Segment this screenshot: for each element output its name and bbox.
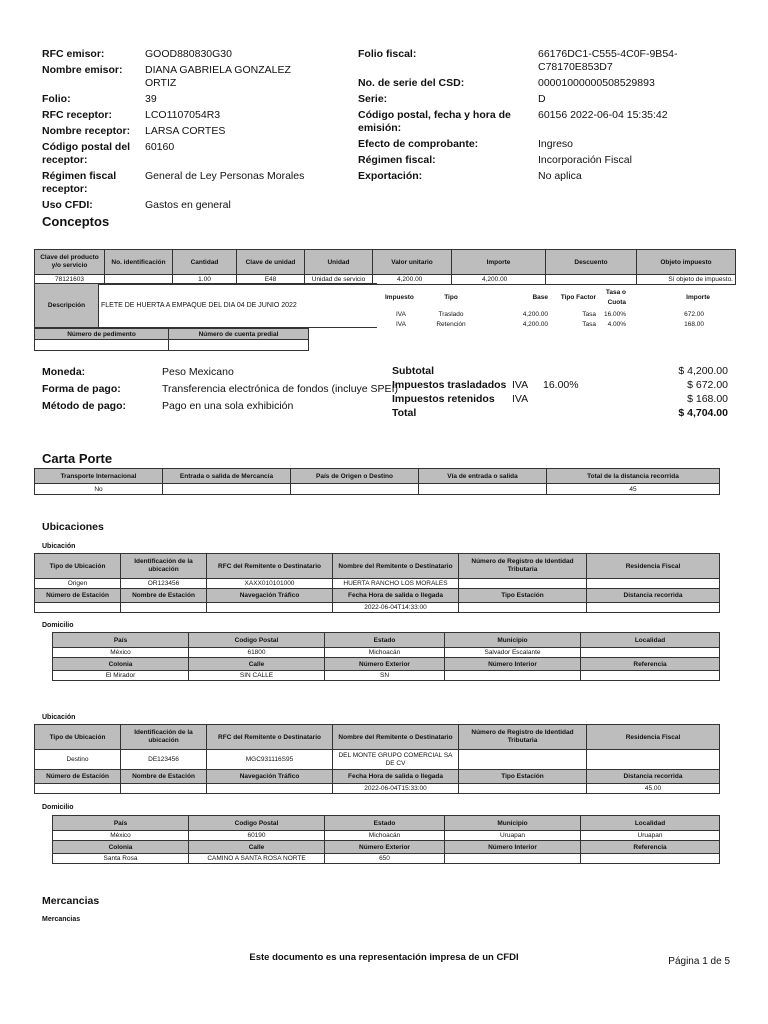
table-row — [53, 854, 720, 864]
header-cell: Entrada o salida de Mercancía — [163, 469, 291, 484]
retenidos-label: Impuestos retenidos — [392, 393, 495, 405]
field-value: Incorporación Fiscal — [538, 154, 632, 166]
table-cell: HUERTA RANCHO LOS MORALES — [333, 579, 459, 589]
traslados-row — [392, 378, 728, 392]
field-value: Ingreso — [538, 138, 574, 150]
header-cell: Importe — [452, 250, 546, 275]
table-header-row — [35, 770, 720, 784]
imp-cell: 4.00% — [607, 321, 626, 328]
header-cell: Identificación de la ubicación — [121, 554, 207, 579]
ubicaciones-title: Ubicaciones — [42, 521, 104, 533]
imp-cell: Retención — [436, 321, 466, 328]
field-value: Peso Mexicano — [162, 366, 234, 378]
impuestos-header — [380, 288, 725, 308]
header-cell: RFC del Remitente o Destinatario — [207, 725, 333, 750]
imp-header: Tipo — [444, 294, 458, 301]
header-cell: Total de la distancia recorrida — [547, 469, 720, 484]
header-cell: Clave de unidad — [237, 250, 305, 275]
header-cell: Colonia — [53, 841, 189, 854]
total-row — [392, 406, 728, 420]
header-cell: Número de Registro de Identidad Tributaria — [459, 725, 587, 750]
table-cell — [581, 648, 720, 658]
table-cell: Michoacán — [325, 648, 445, 658]
table-cell: DEL MONTE GRUPO COMERCIAL SA DE CV — [333, 750, 459, 770]
impuesto-row — [380, 320, 725, 330]
header-cell: Número Exterior — [325, 841, 445, 854]
field-label: Folio: — [42, 93, 71, 105]
table-cell: México — [53, 831, 189, 841]
imp-cell: Tasa — [582, 321, 596, 328]
table-cell: 2022-06-04T14:33:00 — [333, 603, 459, 613]
fiscal-info-column — [358, 48, 738, 186]
cp-receptor-row — [42, 141, 315, 167]
descripcion-value: FLETE DE HUERTA A EMPAQUE DEL DIA 04 DE JUNIO 2022 — [99, 284, 377, 328]
field-label: Método de pago: — [42, 400, 126, 412]
table-cell: XAXX010101000 — [207, 579, 333, 589]
header-cell: Clave del producto y/o servicio — [35, 250, 105, 275]
regimen-receptor-row — [42, 170, 315, 196]
field-value: Pago en una sola exhibición — [162, 400, 294, 412]
header-cell: Municipio — [445, 816, 581, 831]
header-cell: País de Origen o Destino — [291, 469, 419, 484]
field-label: Nombre emisor: — [42, 64, 123, 76]
header-cell: Descuento — [546, 250, 637, 275]
field-label: Régimen fiscal: — [358, 154, 436, 166]
header-cell: Codigo Postal — [189, 816, 325, 831]
header-cell: Número Interior — [445, 658, 581, 671]
rfc-emisor-row — [42, 48, 315, 61]
table-cell — [581, 854, 720, 864]
descripcion-row — [35, 284, 377, 328]
header-cell: Distancia recorrida — [587, 589, 720, 603]
header-cell: Nombre del Remitente o Destinatario — [333, 725, 459, 750]
table-cell — [587, 603, 720, 613]
table-cell: Uruapan — [581, 831, 720, 841]
table-cell — [169, 340, 309, 351]
table-cell — [291, 484, 419, 495]
carta-porte-title: Carta Porte — [42, 451, 113, 466]
field-value: DIANA GABRIELA GONZALEZ ORTIZ — [145, 64, 291, 89]
header-cell: Vía de entrada o salida — [419, 469, 547, 484]
header-cell: Cantidad — [173, 250, 237, 275]
table-row — [35, 484, 720, 495]
field-label: Código postal, fecha y hora de emisión: — [358, 109, 511, 134]
header-cell: Valor unitario — [373, 250, 452, 275]
total-value: $ 4,704.00 — [678, 407, 728, 419]
header-cell: Calle — [189, 658, 325, 671]
header-cell: Nombre de Estación — [121, 589, 207, 603]
header-cell: Codigo Postal — [189, 633, 325, 648]
field-label: Efecto de comprobante: — [358, 138, 479, 150]
table-cell: SN — [325, 671, 445, 681]
table-row — [53, 671, 720, 681]
table-header-row — [35, 725, 720, 750]
ubicacion-origen-table — [34, 553, 720, 613]
header-cell: País — [53, 816, 189, 831]
imp-cell: 672.00 — [684, 311, 704, 318]
table-cell: 4,200.00 — [373, 275, 452, 285]
header-cell: Residencia Fiscal — [587, 725, 720, 750]
conceptos-table — [34, 249, 736, 285]
header-cell: Tipo Estación — [459, 770, 587, 784]
retenidos-row — [392, 392, 728, 406]
table-cell: 78121603 — [35, 275, 105, 285]
header-cell: Número de Registro de Identidad Tributaria — [459, 554, 587, 579]
table-cell — [207, 603, 333, 613]
header-cell: Tipo de Ubicación — [35, 725, 121, 750]
traslados-tasa: 16.00% — [543, 379, 579, 391]
header-cell: Transporte Internacional — [35, 469, 163, 484]
forma-pago-row — [42, 381, 398, 398]
header-cell: Localidad — [581, 816, 720, 831]
imp-cell: IVA — [396, 311, 406, 318]
header-cell: Número Interior — [445, 841, 581, 854]
cp-fecha-row — [358, 109, 738, 135]
traslados-impuesto: IVA — [512, 379, 529, 391]
retenidos-value: $ 168.00 — [687, 393, 728, 405]
table-cell — [459, 603, 587, 613]
table-cell: Michoacán — [325, 831, 445, 841]
table-cell — [587, 750, 720, 770]
field-value: GOOD880830G30 — [145, 48, 232, 60]
header-cell: Nombre del Remitente o Destinatario — [333, 554, 459, 579]
metodo-pago-row — [42, 398, 398, 415]
header-cell: Tipo Estación — [459, 589, 587, 603]
table-cell: 60190 — [189, 831, 325, 841]
table-cell: 2022-06-04T15:33:00 — [333, 784, 459, 794]
table-header-row — [35, 250, 736, 275]
imp-cell: 16.00% — [603, 311, 626, 318]
imp-cell: IVA — [396, 321, 406, 328]
rfc-receptor-row — [42, 109, 315, 122]
table-cell: 61800 — [189, 648, 325, 658]
table-header-row — [35, 554, 720, 579]
table-row — [53, 831, 720, 841]
pedimento-label: Número de pedimento — [35, 329, 169, 340]
table-header-row — [35, 589, 720, 603]
field-value: 00001000000508529893 — [538, 77, 655, 89]
table-cell — [445, 671, 581, 681]
table-row — [53, 648, 720, 658]
table-cell: Origen — [35, 579, 121, 589]
ubicacion-destino-table — [34, 724, 720, 794]
table-cell — [546, 275, 637, 285]
header-cell: Objeto impuesto — [637, 250, 736, 275]
header-cell: Fecha Hora de salida o llegada — [333, 770, 459, 784]
imp-header: Impuesto — [385, 294, 414, 301]
field-value: 60156 2022-06-04 15:35:42 — [538, 109, 668, 121]
field-label: Régimen fiscal receptor: — [42, 170, 117, 195]
page-number: Página 1 de 5 — [668, 956, 730, 967]
table-cell: No — [35, 484, 163, 495]
table-cell: Uruapan — [445, 831, 581, 841]
folio-fiscal-row — [358, 48, 738, 74]
descripcion-table — [34, 283, 377, 328]
imp-header: Tasa o Cuota — [605, 289, 626, 306]
table-cell: E48 — [237, 275, 305, 285]
table-cell — [419, 484, 547, 495]
domicilio-label: Domicilio — [42, 804, 74, 811]
retenidos-impuesto: IVA — [512, 393, 529, 405]
field-label: RFC receptor: — [42, 109, 113, 121]
table-header-row — [35, 469, 720, 484]
table-cell: 4,200.00 — [452, 275, 546, 285]
traslados-label: Impuestos trasladados — [392, 379, 507, 391]
field-label: No. de serie del CSD: — [358, 77, 465, 89]
table-header-row — [53, 633, 720, 648]
field-label: Nombre receptor: — [42, 125, 131, 137]
total-label: Total — [392, 407, 417, 419]
traslados-value: $ 672.00 — [687, 379, 728, 391]
cuenta-predial-label: Número de cuenta predial — [169, 329, 309, 340]
table-cell: SIN CALLE — [189, 671, 325, 681]
field-label: Exportación: — [358, 170, 423, 182]
header-cell: Distancia recorrida — [587, 770, 720, 784]
table-cell: 45.00 — [587, 784, 720, 794]
header-cell: No. identificación — [105, 250, 173, 275]
imp-cell: 4,200.00 — [522, 311, 548, 318]
table-cell — [35, 340, 169, 351]
header-cell: RFC del Remitente o Destinatario — [207, 554, 333, 579]
header-cell: Municipio — [445, 633, 581, 648]
exportacion-row — [358, 170, 738, 183]
imp-header: Importe — [686, 294, 710, 301]
mercancias-title: Mercancias — [42, 895, 100, 907]
field-label: Forma de pago: — [42, 383, 121, 395]
impuestos-concepto — [380, 288, 725, 330]
header-cell: Estado — [325, 816, 445, 831]
domicilio-origen-table — [52, 632, 720, 681]
header-cell: Unidad — [305, 250, 373, 275]
header-cell: Navegación Tráfico — [207, 770, 333, 784]
folio-row — [42, 93, 315, 106]
table-cell: Destino — [35, 750, 121, 770]
header-cell: Número de Estación — [35, 589, 121, 603]
table-cell: El Mirador — [53, 671, 189, 681]
table-cell — [121, 784, 207, 794]
field-value: 66176DC1-C555-4C0F-9B54-C78170E853D7 — [538, 48, 678, 73]
header-cell: Colonia — [53, 658, 189, 671]
serie-row — [358, 93, 738, 106]
table-header-row — [35, 329, 309, 340]
table-cell: MGC931116S95 — [207, 750, 333, 770]
header-cell: Nombre de Estación — [121, 770, 207, 784]
table-header-row — [53, 841, 720, 854]
field-label: Folio fiscal: — [358, 48, 417, 60]
table-header-row — [53, 658, 720, 671]
table-header-row — [53, 816, 720, 831]
table-row — [35, 784, 720, 794]
serie-csd-row — [358, 77, 738, 90]
table-cell: Sí objeto de impuesto. — [637, 275, 736, 285]
table-cell — [587, 579, 720, 589]
field-value: General de Ley Personas Morales — [145, 170, 305, 182]
imp-cell: 168.00 — [684, 321, 704, 328]
header-cell: Residencia Fiscal — [587, 554, 720, 579]
table-cell: Unidad de servicio — [305, 275, 373, 285]
table-cell — [163, 484, 291, 495]
table-cell — [35, 784, 121, 794]
domicilio-label: Domicilio — [42, 622, 74, 629]
footer-disclaimer: Este documento es una representación impresa de un CFDI — [249, 952, 519, 963]
table-cell — [121, 603, 207, 613]
regimen-fiscal-row — [358, 154, 738, 167]
mercancias-subtitle: Mercancias — [42, 916, 81, 923]
ubicacion-label: Ubicación — [42, 714, 76, 721]
table-row — [35, 579, 720, 589]
table-cell — [581, 671, 720, 681]
emitter-receiver-column — [42, 48, 315, 215]
imp-cell: Traslado — [438, 311, 464, 318]
descripcion-label: Descripción — [35, 284, 99, 328]
field-value: LARSA CORTES — [145, 125, 226, 137]
impuesto-row — [380, 310, 725, 320]
table-cell — [459, 579, 587, 589]
imp-header: Base — [532, 294, 548, 301]
table-cell: 650 — [325, 854, 445, 864]
subtotal-value: $ 4,200.00 — [678, 365, 728, 377]
table-cell — [459, 750, 587, 770]
table-cell: 1.00 — [173, 275, 237, 285]
field-value: 39 — [145, 93, 157, 105]
field-label: Uso CFDI: — [42, 199, 93, 211]
table-row — [35, 750, 720, 770]
table-cell: DE123456 — [121, 750, 207, 770]
table-cell: Santa Rosa — [53, 854, 189, 864]
header-cell: Identificación de la ubicación — [121, 725, 207, 750]
header-cell: Número de Estación — [35, 770, 121, 784]
header-cell: Referencia — [581, 841, 720, 854]
header-cell: Navegación Tráfico — [207, 589, 333, 603]
table-cell: Salvador Escalante — [445, 648, 581, 658]
field-value: Gastos en general — [145, 199, 231, 211]
conceptos-title: Conceptos — [42, 214, 110, 229]
table-cell: OR123456 — [121, 579, 207, 589]
payment-info — [42, 364, 398, 415]
table-cell — [459, 784, 587, 794]
header-cell: País — [53, 633, 189, 648]
field-value: No aplica — [538, 170, 582, 182]
table-cell: México — [53, 648, 189, 658]
field-label: RFC emisor: — [42, 48, 105, 60]
header-cell: Estado — [325, 633, 445, 648]
header-cell: Referencia — [581, 658, 720, 671]
moneda-row — [42, 364, 398, 381]
field-value: Transferencia electrónica de fondos (incluye SPEI) — [162, 383, 398, 395]
table-cell — [445, 854, 581, 864]
table-row — [35, 340, 309, 351]
header-cell: Fecha Hora de salida o llegada — [333, 589, 459, 603]
field-label: Serie: — [358, 93, 388, 105]
field-label: Moneda: — [42, 366, 86, 378]
domicilio-destino-table — [52, 815, 720, 864]
table-cell — [35, 603, 121, 613]
table-cell: CAMINO A SANTA ROSA NORTE — [189, 854, 325, 864]
table-cell: 45 — [547, 484, 720, 495]
carta-porte-table — [34, 468, 720, 495]
header-cell: Localidad — [581, 633, 720, 648]
subtotal-row — [392, 364, 728, 378]
header-cell: Número Exterior — [325, 658, 445, 671]
table-cell — [207, 784, 333, 794]
field-value: 60160 — [145, 141, 175, 153]
pedimento-table — [34, 328, 309, 351]
header-cell: Tipo de Ubicación — [35, 554, 121, 579]
subtotal-label: Subtotal — [392, 365, 434, 377]
imp-cell: 4,200.00 — [522, 321, 548, 328]
uso-cfdi-row — [42, 199, 315, 212]
efecto-row — [358, 138, 738, 151]
nombre-emisor-row — [42, 64, 315, 90]
ubicacion-label: Ubicación — [42, 543, 76, 550]
field-value: LCO1107054R3 — [145, 109, 221, 121]
totals-block — [392, 364, 728, 420]
field-label: Código postal del receptor: — [42, 141, 131, 166]
field-value: D — [538, 93, 546, 105]
table-row — [35, 603, 720, 613]
nombre-receptor-row — [42, 125, 315, 138]
imp-header: Tipo Factor — [560, 294, 596, 301]
header-cell: Calle — [189, 841, 325, 854]
imp-cell: Tasa — [582, 311, 596, 318]
